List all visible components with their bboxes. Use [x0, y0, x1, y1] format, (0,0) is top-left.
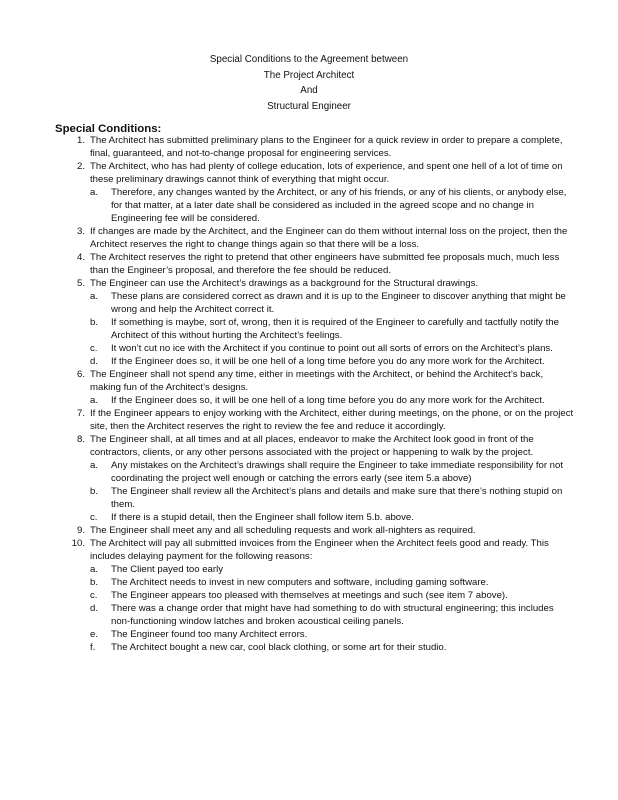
sub-condition-text: It won’t cut no ice with the Architect if you continue to point out all sorts of errors on the Architect’s plans. — [111, 343, 553, 354]
condition-number: 9. — [76, 525, 85, 536]
sub-condition-item — [55, 563, 575, 576]
document-title — [0, 52, 618, 114]
condition-item — [55, 537, 575, 563]
sub-condition-item — [55, 576, 575, 589]
condition-text: The Engineer can use the Architect’s drawings as a background for the Structural drawings. — [90, 278, 479, 289]
sub-condition-text: There was a change order that might have had something to do with structural engineering; this includes non-functioning window latches and broken acoustical ceiling panels. — [111, 603, 554, 627]
sub-condition-item — [55, 641, 575, 654]
sub-condition-item — [55, 511, 575, 524]
sub-condition-letter: a. — [90, 187, 99, 198]
sub-condition-letter: c. — [90, 512, 98, 523]
sub-condition-letter: e. — [90, 629, 99, 640]
sub-condition-text: The Engineer shall review all the Architect’s plans and details and make sure that there’s nothing stupid on them. — [111, 486, 563, 510]
sub-condition-item — [55, 186, 575, 225]
condition-number: 7. — [76, 408, 85, 419]
condition-item — [55, 251, 575, 277]
sub-condition-text: If there is a stupid detail, then the Engineer shall follow item 5.b. above. — [111, 512, 414, 523]
sub-condition-letter: a. — [90, 291, 99, 302]
condition-item — [55, 225, 575, 251]
sub-condition-letter: b. — [90, 317, 99, 328]
title-line-1: Special Conditions to the Agreement between — [209, 54, 409, 65]
condition-item — [55, 407, 575, 433]
condition-item — [55, 368, 575, 394]
sub-condition-text: The Engineer found too many Architect errors. — [111, 629, 308, 640]
sub-condition-item — [55, 589, 575, 602]
condition-text: The Architect reserves the right to pretend that other engineers have submitted fee proposals much, much less than the Engineer’s proposal, and therefore the fee should be reduced. — [90, 252, 560, 276]
title-line-4: Structural Engineer — [267, 100, 351, 112]
sub-condition-text: Therefore, any changes wanted by the Architect, or any of his friends, or any of his clients, or anybody else, for that matter, at a later date shall be considered as included in the agreed scope and no change in Engineering fee will be considered. — [111, 187, 567, 224]
condition-item — [55, 134, 575, 160]
condition-number: 5. — [76, 278, 85, 289]
condition-number: 6. — [76, 369, 85, 380]
condition-item — [55, 433, 575, 459]
condition-text: The Architect, who has had plenty of college education, lots of experience, and spent one hell of a lot of time on these preliminary drawings cannot think of everything that might occur. — [90, 161, 563, 185]
condition-number: 10. — [71, 538, 85, 549]
sub-condition-letter: a. — [90, 395, 99, 406]
sub-condition-item — [55, 459, 575, 485]
sub-condition-letter: b. — [90, 577, 99, 588]
sub-condition-letter: d. — [90, 356, 99, 367]
condition-text: The Engineer shall, at all times and at all places, endeavor to make the Architect look good in front of the contractors, clients, or any other persons associated with the project or happening to walk by the project. — [90, 434, 534, 458]
title-line-3: And — [300, 85, 318, 96]
section-heading: Special Conditions: — [55, 123, 162, 135]
sub-condition-text: Any mistakes on the Architect’s drawings shall require the Engineer to take immediate responsibility for not coordinating the project well enough or catching the errors early (see item 5.a above) — [111, 460, 564, 484]
sub-condition-text: If the Engineer does so, it will be one hell of a long time before you do any more work for the Architect. — [111, 356, 545, 367]
condition-number: 3. — [76, 226, 85, 237]
sub-condition-item — [55, 316, 575, 342]
sub-condition-item — [55, 355, 575, 368]
condition-number: 8. — [76, 434, 85, 445]
condition-text: The Architect will pay all submitted invoices from the Engineer when the Architect feels good and ready. This includes delaying payment for the following reasons: — [90, 538, 549, 562]
condition-item — [55, 160, 575, 186]
title-line-2: The Project Architect — [263, 69, 355, 81]
sub-condition-letter: a. — [90, 564, 99, 575]
sub-condition-text: The Client payed too early — [111, 564, 223, 575]
sub-condition-letter: a. — [90, 460, 99, 471]
condition-item — [55, 524, 575, 537]
condition-text: The Architect has submitted preliminary plans to the Engineer for a quick review in order to prepare a complete, final, guaranteed, and not-to-change proposal for engineering services. — [90, 135, 563, 159]
sub-condition-text: If something is maybe, sort of, wrong, then it is required of the Engineer to carefully and tactfully notify the Architect of this without hurting the Architect’s feelings. — [111, 317, 559, 341]
sub-condition-letter: d. — [90, 603, 99, 614]
condition-text: The Engineer shall not spend any time, either in meetings with the Architect, or behind the Architect’s back, making fun of the Architect’s designs. — [90, 369, 544, 393]
condition-item — [55, 277, 575, 290]
sub-condition-text: The Architect needs to invest in new computers and software, including gaming software. — [111, 577, 489, 588]
sub-condition-item — [55, 485, 575, 511]
condition-text: If the Engineer appears to enjoy working with the Architect, either during meetings, on the phone, or on the project site, then the Architect reserves the right to review the fee and reduce it accordingly. — [90, 408, 574, 432]
conditions-list — [55, 134, 575, 654]
sub-condition-letter: b. — [90, 486, 99, 497]
condition-number: 2. — [76, 161, 85, 172]
sub-condition-item — [55, 290, 575, 316]
sub-condition-letter: f. — [90, 642, 96, 653]
condition-number: 4. — [76, 252, 85, 263]
sub-condition-letter: c. — [90, 343, 98, 354]
condition-number: 1. — [76, 135, 85, 146]
sub-condition-item — [55, 342, 575, 355]
sub-condition-text: If the Engineer does so, it will be one hell of a long time before you do any more work for the Architect. — [111, 395, 545, 406]
condition-text: If changes are made by the Architect, and the Engineer can do them without internal loss on the project, then the Architect reserves the right to change things again so that there will be a loss. — [90, 226, 568, 250]
sub-condition-item — [55, 394, 575, 407]
sub-condition-text: The Architect bought a new car, cool black clothing, or some art for their studio. — [111, 642, 447, 653]
sub-condition-letter: c. — [90, 590, 98, 601]
sub-condition-text: These plans are considered correct as drawn and it is up to the Engineer to discover anything that might be wrong and help the Architect correct it. — [111, 291, 566, 315]
sub-condition-text: The Engineer appears too pleased with themselves at meetings and such (see item 7 above). — [111, 590, 508, 601]
sub-condition-item — [55, 602, 575, 628]
sub-condition-item — [55, 628, 575, 641]
condition-text: The Engineer shall meet any and all scheduling requests and work all-nighters as required. — [90, 525, 476, 536]
